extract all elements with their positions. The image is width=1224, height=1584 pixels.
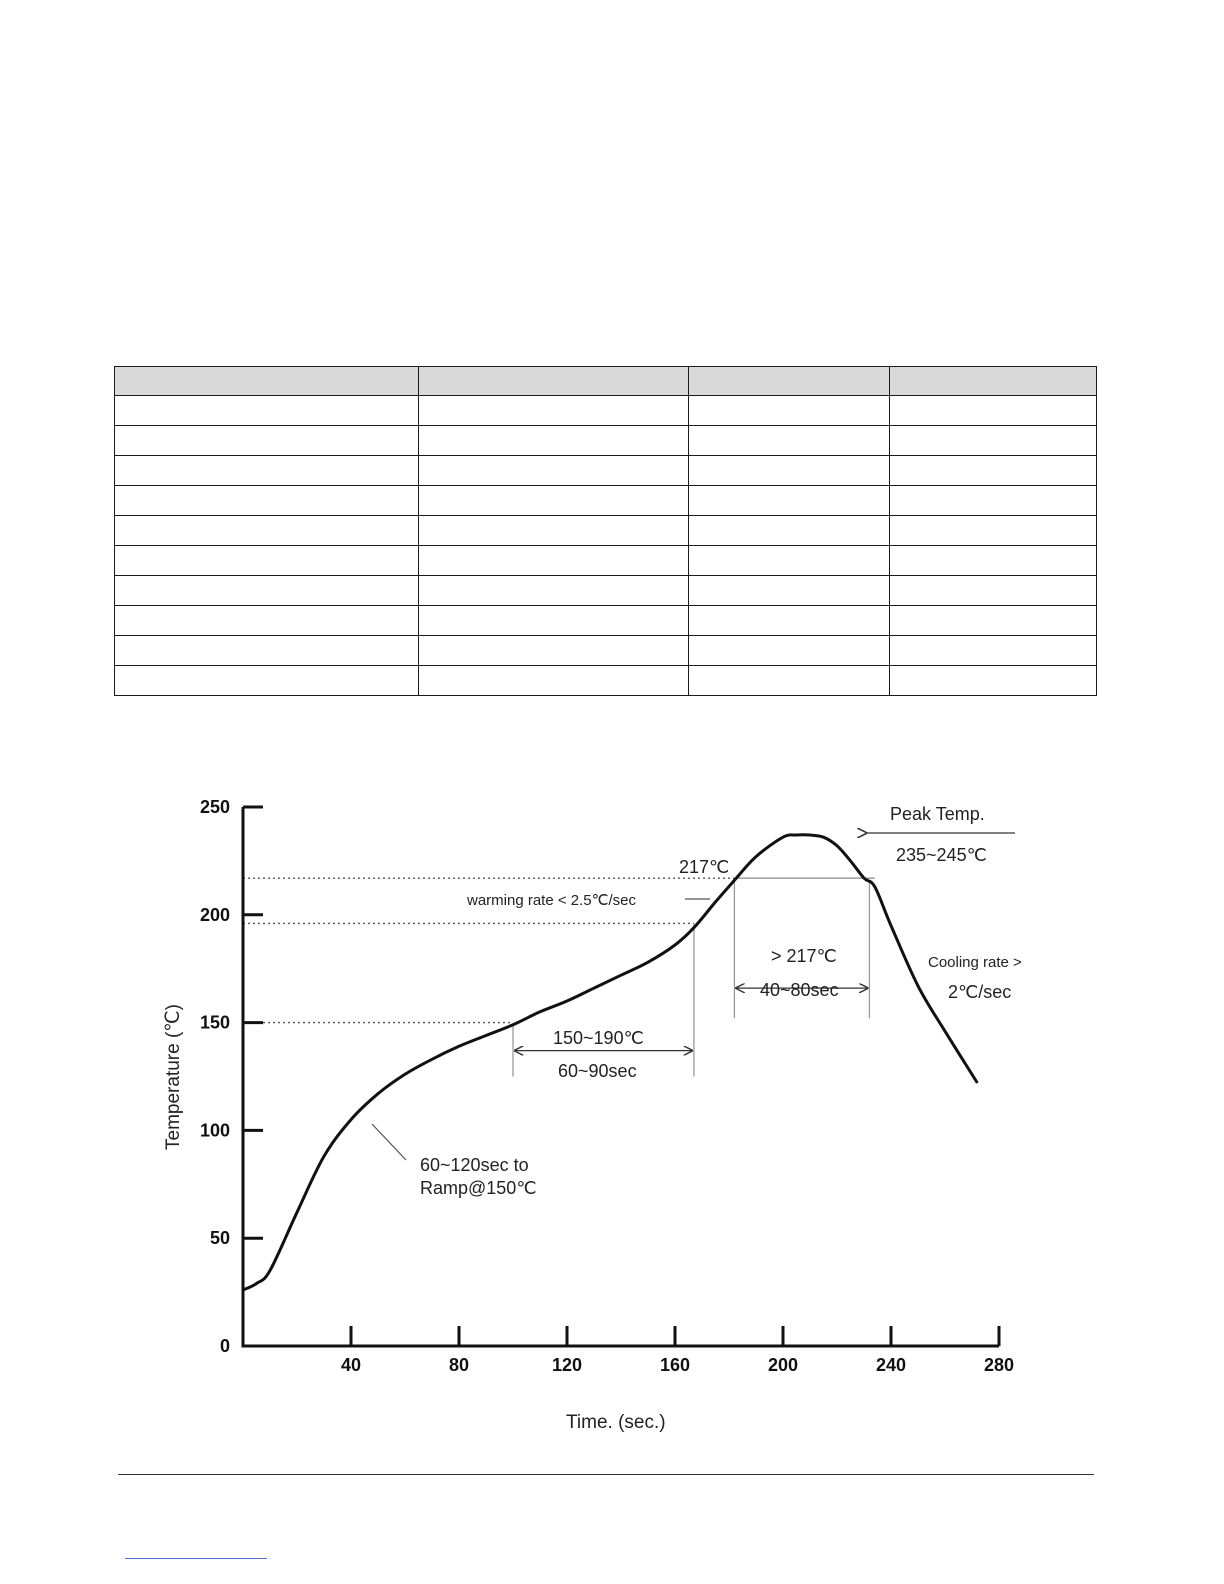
ramp-label-line1: 60~120sec to xyxy=(420,1155,529,1175)
x-tick-label: 160 xyxy=(659,1355,691,1375)
x-tick-label: 40 xyxy=(340,1355,362,1375)
soak-range-label: 150~190℃ xyxy=(553,1028,644,1048)
axis-ticks xyxy=(200,797,1014,1375)
ramp-label-line2: Ramp@150℃ xyxy=(420,1178,537,1198)
y-tick-label: 100 xyxy=(199,1120,230,1141)
x-axis-title: Time. (sec.) xyxy=(566,1412,666,1433)
y-tick-label: 250 xyxy=(199,797,230,817)
x-tick-label: 80 xyxy=(448,1355,470,1375)
x-tick-label: 200 xyxy=(767,1355,799,1375)
t217-label: 217℃ xyxy=(679,857,730,877)
ramp-leader xyxy=(372,1124,406,1160)
x-tick-label: 240 xyxy=(875,1355,907,1375)
cooling-rate-label: Cooling rate > xyxy=(928,954,1022,971)
x-tick-label: 120 xyxy=(551,1355,583,1375)
footer-link-underline xyxy=(125,1558,267,1559)
soak-time-label: 60~90sec xyxy=(558,1061,637,1081)
footer-divider xyxy=(118,1474,1094,1475)
y-tick-label: 50 xyxy=(209,1228,230,1249)
y-tick-label: 200 xyxy=(199,904,230,925)
y-tick-label: 0 xyxy=(219,1336,230,1356)
peak-range-label: 235~245℃ xyxy=(896,845,987,865)
x-tick-label: 280 xyxy=(983,1355,1015,1375)
above-217-label: > 217℃ xyxy=(771,946,837,966)
warming-rate-label: warming rate < 2.5℃/sec xyxy=(467,892,636,909)
y-axis-title: Temperature (℃) xyxy=(163,1004,184,1150)
peak-temp-label: Peak Temp. xyxy=(890,804,985,824)
time-40-80-label: 40~80sec xyxy=(760,980,839,1000)
cooling-rate-value: 2℃/sec xyxy=(948,982,1012,1002)
y-tick-label: 150 xyxy=(199,1012,230,1033)
